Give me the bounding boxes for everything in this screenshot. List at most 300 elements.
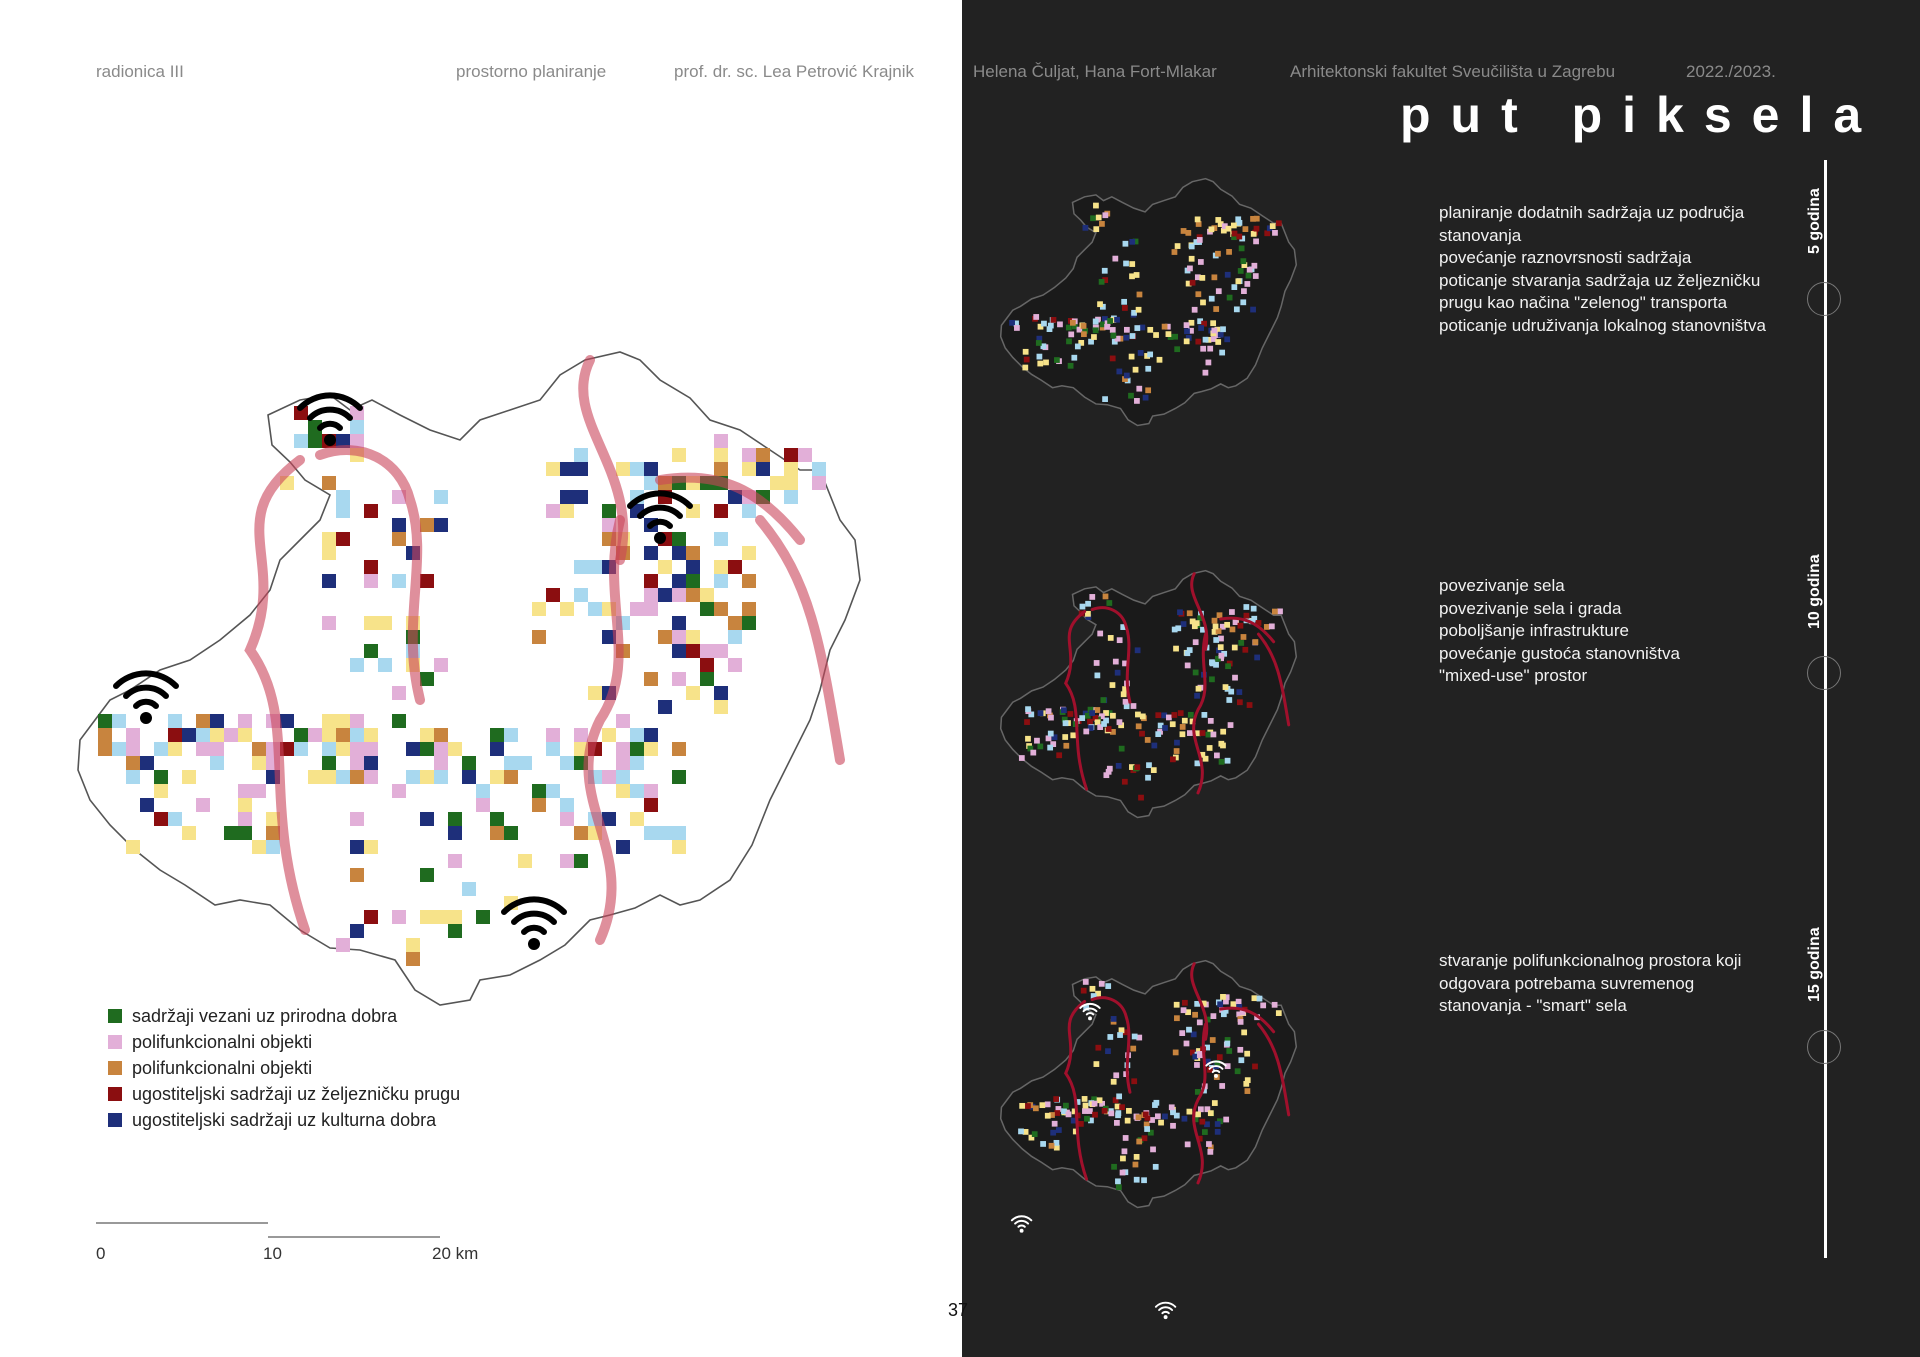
facility-pixel: [644, 728, 658, 742]
facility-pixel: [1108, 1110, 1114, 1116]
facility-pixel: [1082, 1108, 1088, 1114]
facility-pixel: [1174, 346, 1180, 352]
facility-pixel: [1083, 1103, 1089, 1109]
facility-pixel: [1053, 1096, 1059, 1102]
facility-pixel: [1203, 337, 1209, 343]
facility-pixel: [1111, 1016, 1117, 1022]
facility-pixel: [574, 826, 588, 840]
facility-pixel: [434, 728, 448, 742]
facility-pixel: [1094, 707, 1100, 713]
facility-pixel: [1185, 663, 1191, 669]
facility-pixel: [644, 588, 658, 602]
facility-pixel: [714, 448, 728, 462]
facility-pixel: [742, 616, 756, 630]
facility-pixel: [1238, 623, 1244, 629]
facility-pixel: [1136, 1114, 1142, 1120]
facility-pixel: [168, 812, 182, 826]
facility-pixel: [420, 672, 434, 686]
facility-pixel: [1115, 1178, 1121, 1184]
facility-pixel: [1207, 346, 1213, 352]
facility-pixel: [1095, 1045, 1101, 1051]
facility-pixel: [1185, 1141, 1191, 1147]
facility-pixel: [672, 840, 686, 854]
header-subject: prostorno planiranje: [456, 62, 607, 81]
facility-pixel: [742, 448, 756, 462]
facility-pixel: [630, 728, 644, 742]
facility-pixel: [672, 546, 686, 560]
facility-pixel: [322, 714, 336, 728]
facility-pixel: [1257, 996, 1263, 1002]
facility-pixel: [336, 770, 350, 784]
facility-pixel: [1209, 676, 1215, 682]
facility-pixel: [1054, 357, 1060, 363]
facility-pixel: [1030, 750, 1036, 756]
facility-pixel: [1093, 327, 1099, 333]
facility-pixel: [1245, 1077, 1251, 1083]
facility-pixel: [728, 560, 742, 574]
facility-pixel: [1190, 280, 1196, 286]
facility-pixel: [658, 560, 672, 574]
facility-pixel: [406, 938, 420, 952]
facility-pixel: [784, 448, 798, 462]
facility-pixel: [1051, 317, 1057, 323]
page-number: 37: [948, 1300, 969, 1320]
facility-pixel: [756, 462, 770, 476]
facility-pixel: [714, 504, 728, 518]
facility-pixel: [252, 784, 266, 798]
facility-pixel: [1198, 325, 1204, 331]
facility-pixel: [504, 756, 518, 770]
facility-pixel: [504, 826, 518, 840]
facility-pixel: [1024, 719, 1030, 725]
facility-pixel: [644, 574, 658, 588]
facility-pixel: [1217, 1001, 1223, 1007]
facility-pixel: [350, 658, 364, 672]
facility-pixel: [1096, 215, 1102, 221]
facility-pixel: [1110, 682, 1116, 688]
stage-line: odgovara potrebama suvremenog: [1439, 973, 1695, 993]
legend-label: polifunkcionalni objekti: [132, 1057, 313, 1078]
facility-pixel: [1220, 326, 1226, 332]
facility-pixel: [1092, 1101, 1098, 1107]
facility-pixel: [728, 616, 742, 630]
facility-pixel: [448, 742, 462, 756]
facility-pixel: [1121, 691, 1127, 697]
facility-pixel: [1238, 1019, 1244, 1025]
facility-pixel: [1103, 594, 1109, 600]
facility-pixel: [742, 546, 756, 560]
facility-pixel: [336, 728, 350, 742]
facility-pixel: [1054, 1110, 1060, 1116]
facility-pixel: [630, 602, 644, 616]
facility-pixel: [1243, 226, 1249, 232]
facility-pixel: [1226, 1048, 1232, 1054]
facility-pixel: [98, 728, 112, 742]
facility-pixel: [560, 812, 574, 826]
facility-pixel: [1194, 1062, 1200, 1068]
facility-pixel: [1056, 752, 1062, 758]
facility-pixel: [1189, 256, 1195, 262]
facility-pixel: [126, 840, 140, 854]
facility-pixel: [266, 826, 280, 840]
facility-pixel: [1009, 320, 1015, 326]
facility-pixel: [1102, 396, 1108, 402]
facility-pixel: [154, 812, 168, 826]
facility-pixel: [532, 784, 546, 798]
facility-pixel: [1039, 1102, 1045, 1108]
facility-pixel: [546, 462, 560, 476]
facility-pixel: [1213, 306, 1219, 312]
facility-pixel: [1246, 273, 1252, 279]
facility-pixel: [1206, 732, 1212, 738]
facility-pixel: [1037, 744, 1043, 750]
timeline-bar: [1824, 160, 1827, 1258]
facility-pixel: [574, 728, 588, 742]
facility-pixel: [1169, 1104, 1175, 1110]
facility-pixel: [1186, 1027, 1192, 1033]
facility-pixel: [1175, 243, 1181, 249]
facility-pixel: [1212, 1100, 1218, 1106]
facility-pixel: [518, 854, 532, 868]
facility-pixel: [1234, 306, 1240, 312]
facility-pixel: [420, 742, 434, 756]
facility-pixel: [1158, 1120, 1164, 1126]
facility-pixel: [1270, 223, 1276, 229]
facility-pixel: [1048, 715, 1054, 721]
facility-pixel: [1147, 327, 1153, 333]
facility-pixel: [448, 910, 462, 924]
facility-pixel: [1052, 1121, 1058, 1127]
facility-pixel: [672, 588, 686, 602]
facility-pixel: [1250, 307, 1256, 313]
facility-pixel: [1187, 610, 1193, 616]
wifi-icon: [1012, 1216, 1031, 1232]
facility-pixel: [714, 686, 728, 700]
facility-pixel: [1133, 1162, 1139, 1168]
facility-pixel: [812, 462, 826, 476]
facility-pixel: [1237, 1047, 1243, 1053]
stage-map-5: [1000, 168, 1340, 418]
facility-pixel: [1272, 609, 1278, 615]
legend-swatch: [108, 1061, 122, 1075]
facility-pixel: [560, 798, 574, 812]
facility-pixel: [1175, 625, 1181, 631]
facility-pixel: [658, 630, 672, 644]
facility-pixel: [1136, 1139, 1142, 1145]
facility-pixel: [322, 574, 336, 588]
facility-pixel: [1022, 365, 1028, 371]
facility-pixel: [1033, 1105, 1039, 1111]
stage-map-15: [1000, 950, 1340, 1240]
facility-pixel: [630, 742, 644, 756]
facility-pixel: [1201, 712, 1207, 718]
facility-pixel: [1200, 730, 1206, 736]
stage-line: planiranje dodatnih sadržaja uz područja: [1439, 203, 1745, 222]
facility-pixel: [532, 630, 546, 644]
facility-pixel: [616, 714, 630, 728]
facility-pixel: [1224, 1041, 1230, 1047]
facility-pixel: [1113, 1072, 1119, 1078]
facility-pixel: [686, 560, 700, 574]
facility-pixel: [1187, 1109, 1193, 1115]
facility-pixel: [1110, 327, 1116, 333]
facility-pixel: [238, 728, 252, 742]
facility-pixel: [1138, 795, 1144, 801]
scale-label-0: 0: [96, 1244, 106, 1263]
facility-pixel: [658, 826, 672, 840]
facility-pixel: [1023, 349, 1029, 355]
facility-pixel: [1254, 226, 1260, 232]
facility-pixel: [560, 504, 574, 518]
timeline-marker: [1807, 1030, 1841, 1064]
facility-pixel: [1174, 740, 1180, 746]
facility-pixel: [1134, 398, 1140, 404]
facility-pixel: [350, 756, 364, 770]
facility-pixel: [1252, 263, 1258, 269]
facility-pixel: [1128, 393, 1134, 399]
facility-pixel: [392, 518, 406, 532]
facility-pixel: [1040, 1141, 1046, 1147]
facility-pixel: [770, 476, 784, 490]
facility-pixel: [364, 840, 378, 854]
growth-arrows: [250, 360, 840, 940]
facility-pixel: [812, 476, 826, 490]
facility-pixel: [392, 532, 406, 546]
facility-pixel: [1091, 334, 1097, 340]
facility-pixel: [546, 742, 560, 756]
facility-pixel: [1123, 241, 1129, 247]
facility-pixel: [1049, 1143, 1055, 1149]
facility-pixel: [672, 532, 686, 546]
facility-pixel: [420, 728, 434, 742]
facility-pixel: [1170, 756, 1176, 762]
facility-pixel: [574, 490, 588, 504]
facility-pixel: [546, 588, 560, 602]
facility-pixel: [322, 728, 336, 742]
facility-pixel: [1110, 713, 1116, 719]
facility-pixel: [1196, 686, 1202, 692]
facility-pixel: [1153, 1100, 1159, 1106]
facility-pixel: [1123, 261, 1129, 267]
facility-pixel: [504, 728, 518, 742]
facility-pixel: [1038, 710, 1044, 716]
facility-pixel: [322, 770, 336, 784]
facility-pixel: [392, 784, 406, 798]
facility-pixel: [1093, 203, 1099, 209]
facility-pixel: [700, 658, 714, 672]
facility-pixel: [1089, 594, 1095, 600]
facility-pixel: [1269, 623, 1275, 629]
facility-pixel: [1254, 655, 1260, 661]
facility-pixel: [616, 462, 630, 476]
stage-line: prugu kao načina "zelenog" transporta: [1439, 293, 1728, 312]
facility-pixel: [322, 476, 336, 490]
growth-arrow: [760, 520, 840, 760]
facility-pixel: [1102, 1108, 1108, 1114]
facility-pixel: [1123, 699, 1129, 705]
scale-segment: [96, 1222, 268, 1224]
facility-pixel: [168, 742, 182, 756]
facility-pixel: [1135, 647, 1141, 653]
facility-pixel: [322, 616, 336, 630]
facility-pixel: [1213, 624, 1219, 630]
facility-pixel: [1097, 1097, 1103, 1103]
facility-pixel: [616, 756, 630, 770]
facility-pixel: [1197, 1019, 1203, 1025]
facility-pixel: [1111, 1164, 1117, 1170]
facility-pixel: [1102, 268, 1108, 274]
facility-pixel: [644, 602, 658, 616]
facility-pixel: [448, 924, 462, 938]
facility-pixel: [1238, 268, 1244, 274]
facility-pixel: [1219, 1083, 1225, 1089]
facility-pixel: [1276, 220, 1282, 226]
facility-pixel: [714, 462, 728, 476]
facility-pixel: [1241, 634, 1247, 640]
facility-pixel: [1140, 713, 1146, 719]
facility-pixel: [1105, 983, 1111, 989]
facility-pixel: [1119, 746, 1125, 752]
facility-pixel: [1093, 319, 1099, 325]
facility-pixel: [1045, 1113, 1051, 1119]
facility-pixel: [1133, 367, 1139, 373]
legend-label: polifunkcionalni objekti: [132, 1031, 313, 1052]
header-year: 2022./2023.: [1686, 62, 1776, 81]
facility-pixel: [308, 728, 322, 742]
facility-pixel: [1145, 737, 1151, 743]
facility-pixel: [1079, 715, 1085, 721]
facility-pixel: [140, 756, 154, 770]
facility-pixel: [1117, 719, 1123, 725]
stage-line: povećanje gustoća stanovništva: [1439, 643, 1680, 663]
facility-pixel: [1244, 1051, 1250, 1057]
facility-pixel: [1235, 1068, 1241, 1074]
facility-pixel: [700, 588, 714, 602]
facility-pixel: [308, 434, 322, 448]
facility-pixel: [700, 672, 714, 686]
facility-pixel: [1147, 352, 1153, 358]
facility-pixel: [490, 826, 504, 840]
facility-pixel: [1131, 1078, 1137, 1084]
facility-pixel: [658, 700, 672, 714]
stage-line: stanovanja - "smart" sela: [1439, 996, 1627, 1015]
facility-pixel: [1036, 340, 1042, 346]
facility-pixel: [644, 546, 658, 560]
facility-pixel: [1220, 994, 1226, 1000]
facility-pixel: [1228, 722, 1234, 728]
timeline-marker: [1807, 656, 1841, 690]
facility-pixel: [1224, 336, 1230, 342]
facility-pixel: [1126, 1108, 1132, 1114]
facility-pixel: [1178, 710, 1184, 716]
facility-pixel: [336, 532, 350, 546]
facility-pixel: [1112, 256, 1118, 262]
stage-line: poticanje stvaranja sadržaja uz željezničku: [1439, 270, 1761, 290]
facility-pixel: [1220, 743, 1226, 749]
facility-pixel: [1094, 673, 1100, 679]
facility-pixel: [504, 770, 518, 784]
facility-pixel: [560, 490, 574, 504]
facility-pixel: [1166, 331, 1172, 337]
facility-pixel: [1277, 608, 1283, 614]
facility-pixel: [322, 546, 336, 560]
facility-pixel: [1157, 357, 1163, 363]
facility-pixel: [728, 630, 742, 644]
facility-pixel: [1130, 1046, 1136, 1052]
facility-pixel: [1195, 291, 1201, 297]
legend-item: [108, 1055, 460, 1081]
facility-pixel: [434, 490, 448, 504]
facility-pixel: [1092, 1112, 1098, 1118]
facility-pixel: [336, 742, 350, 756]
facility-pixel: [448, 826, 462, 840]
facility-pixel: [1197, 1051, 1203, 1057]
facility-pixel: [1166, 715, 1172, 721]
facility-pixel: [1251, 231, 1257, 237]
facility-pixel: [1252, 639, 1258, 645]
facility-pixel: [1117, 637, 1123, 643]
facility-pixel: [1018, 1128, 1024, 1134]
facility-pixel: [1192, 1012, 1198, 1018]
facility-pixel: [1200, 346, 1206, 352]
legend-label: sadržaji vezani uz prirodna dobra: [132, 1005, 398, 1026]
facility-pixel: [1218, 644, 1224, 650]
facility-pixel: [1211, 274, 1217, 280]
facility-pixel: [1025, 736, 1031, 742]
facility-pixel: [1111, 1079, 1117, 1085]
facility-pixel: [1107, 766, 1113, 772]
facility-pixel: [1123, 335, 1129, 341]
facility-pixel: [1225, 272, 1231, 278]
stage-text-10: [1439, 575, 1680, 688]
facility-pixel: [1129, 354, 1135, 360]
facility-pixel: [462, 756, 476, 770]
facility-pixel: [1132, 1034, 1138, 1040]
facility-pixel: [686, 588, 700, 602]
facility-pixel: [644, 672, 658, 686]
facility-pixel: [1130, 333, 1136, 339]
facility-pixel: [420, 518, 434, 532]
facility-pixel: [1162, 1114, 1168, 1120]
facility-pixel: [1226, 226, 1232, 232]
facility-pixel: [350, 868, 364, 882]
facility-pixel: [1192, 307, 1198, 313]
facility-pixel: [364, 616, 378, 630]
facility-pixel: [1200, 300, 1206, 306]
facility-pixel: [1208, 1110, 1214, 1116]
facility-pixel: [1106, 600, 1112, 606]
facility-pixel: [1155, 712, 1161, 718]
facility-pixel: [1195, 216, 1201, 222]
facility-pixel: [1105, 1048, 1111, 1054]
facility-pixel: [672, 630, 686, 644]
legend-item: [108, 1003, 460, 1029]
facility-pixel: [1068, 332, 1074, 338]
facility-pixel: [1260, 1003, 1266, 1009]
stage-line: stvaranje polifunkcionalnog prostora koji: [1439, 951, 1742, 970]
facility-pixel: [1080, 604, 1086, 610]
facility-pixel: [1134, 325, 1140, 331]
facility-pixel: [1138, 350, 1144, 356]
facility-pixel: [1217, 612, 1223, 618]
facility-pixel: [1050, 1130, 1056, 1136]
facility-pixel: [700, 644, 714, 658]
facility-pixel: [1019, 755, 1025, 761]
facility-pixel: [1206, 1141, 1212, 1147]
facility-pixel: [238, 826, 252, 840]
facility-pixel: [1048, 731, 1054, 737]
facility-pixel: [1172, 249, 1178, 255]
